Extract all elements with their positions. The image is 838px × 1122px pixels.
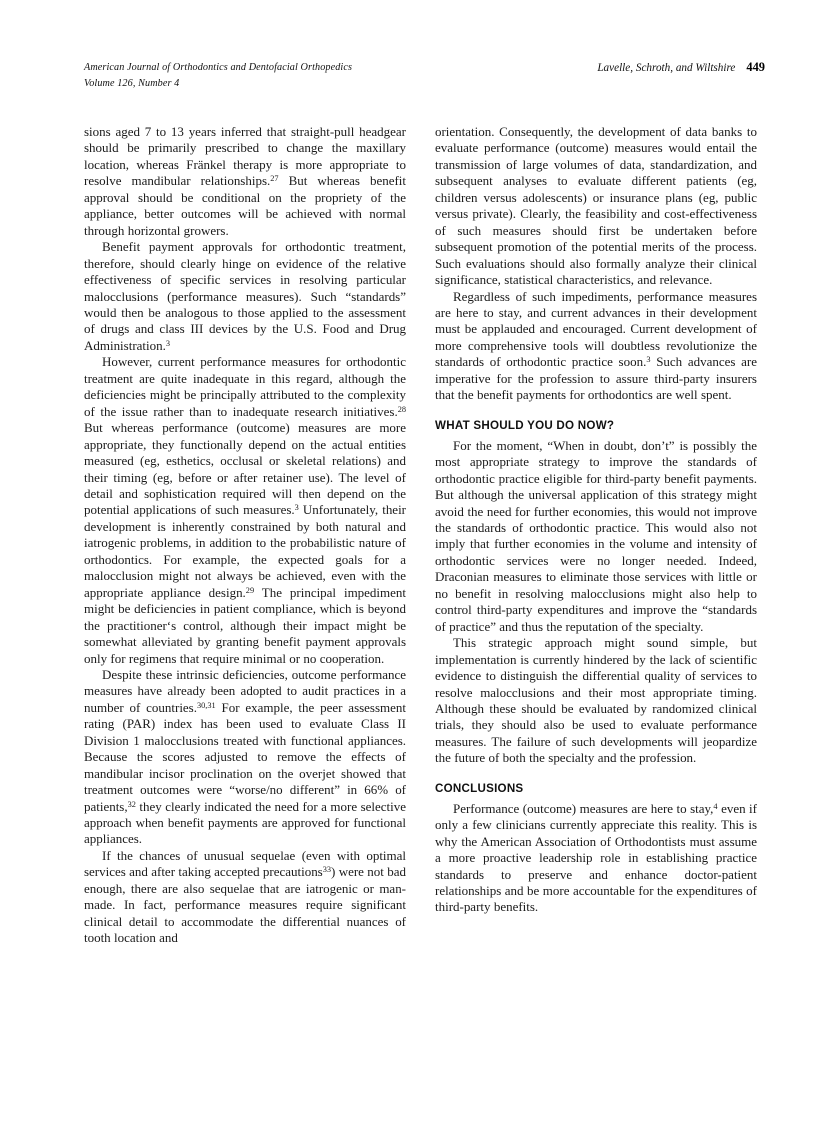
body-paragraph: sions aged 7 to 13 years inferred that straight-pull headgear should be primarily prescribed to change the maxillary location, whereas Fränkel therapy is more appropriate to resolve mandibular relationships.$^{27}$ But whereas benefit approval should be conditional on the propriety of the appliance, better outcomes will be achieved with normal through horizontal growers. (84, 124, 406, 238)
body-paragraph: However, current performance measures for orthodontic treatment are quite inadequate in this regard, although the deficiencies might be principally attributed to the complexity of the issue rather than to inadequate research initiatives.$^{28}$ But whereas performance (outcome) measures are more appropriate, they functionally depend on the actual entities measured (eg, esthetics, occlusal or skeletal relations) and their timing (eg, before or after retainer use). The level of detail and sophistication required will then depend on the potential applications of such measures.$^3$ Unfortunately, their development is inherently constrained by both natural and iatrogenic problems, in addition to the probabilistic nature of orthodontics. For example, the expected goals for a malocclusion might not always be achieved, even with the appropriate appliance design.$^{29}$ The principal impediment might be deficiencies in patient compliance, which is beyond the practitionerʻs control, although their impact might be somewhat alleviated by granting benefit payment approvals only for regimens that require minimal or no cooperation. (84, 354, 406, 666)
reference-marker: 3 (294, 503, 299, 513)
reference-marker: 27 (270, 174, 279, 184)
running-head-right (597, 60, 765, 77)
author-names: Lavelle, Schroth, and Wiltshire (597, 62, 736, 74)
running-head-left (84, 60, 352, 91)
column-left (84, 124, 406, 947)
body-paragraph: If the chances of unusual sequelae (even with optimal services and after taking accepted precautions$^{33}$) were not bad enough, there are also sequelae that are iatrogenic or man-made. In fact, performance measures require significant clinical detail to accommodate the differential nuances of tooth location and (84, 847, 406, 946)
running-head (84, 60, 765, 91)
journal-name: American Journal of Orthodontics and Dentofacial Orthopedics (84, 62, 353, 73)
body-paragraph: Despite these intrinsic deficiencies, outcome performance measures have already been adopted to audit practices in a number of countries.$^{30,31}$ For example, the peer assessment rating (PAR) index has been used to evaluate Class II Division 1 malocclusions treated with functional appliances. Because the scores adjusted to remove the effects of mandibular incisor proclination on the overjet showed that treatment outcomes were “worse/no different” in 66% of patients,$^{32}$ they clearly indicated the need for a more selective approach when benefit payments are approved for functional appliances. (84, 666, 406, 847)
reference-marker: 3 (646, 355, 651, 365)
reference-marker: 30,31 (196, 701, 216, 711)
body-columns (84, 124, 758, 947)
body-paragraph: Performance (outcome) measures are here to stay,$^4$ even if only a few clinicians currently appreciate this reality. This is why the American Association of Orthodontists must assume a more proactive leadership role in establishing practice standards to preserve and enhance doctor-patient relationships and be more accountable for the expenditures of third-party benefits. (435, 800, 757, 915)
reference-marker: 32 (127, 799, 136, 809)
reference-marker: 33 (322, 865, 332, 875)
volume-issue: Volume 126, Number 4 (84, 77, 180, 89)
page-number: 449 (746, 60, 765, 74)
reference-marker: 3 (165, 339, 170, 349)
reference-marker: 28 (397, 404, 406, 414)
column-right (435, 124, 757, 947)
body-paragraph: orientation. Consequently, the development of data banks to evaluate performance (outcome) measures would entail the transmission of large volumes of data, standardization, and subsequent analyses to evaluate different patients (eg, children versus adolescents) or insurance plans (eg, public versus private). Clearly, the feasibility and cost-effectiveness of such measures should first be undertaken before subsequent promotion of the potential merits of the process. Such evaluations should also formally analyze their clinical significance, statistical characteristics, and relevance. (435, 124, 757, 288)
body-paragraph: For the moment, “When in doubt, don’t” is possibly the most appropriate strategy to improve the standards of orthodontic practice eligible for third-party benefit payments. But although the universal application of this strategy might avoid the need for further economies, this would not improve the standards of orthodontic practice. This would also not imply that further economies in the volume and intensity of orthodontic services were no longer needed. Indeed, Draconian measures to eliminate those services with little or no benefit in resolving malocclusions might also help to control third-party expenditures and improve the “standards of practice” and thus the reputation of the specialty. (435, 437, 757, 634)
reference-marker: 4 (713, 801, 718, 811)
body-paragraph: Regardless of such impediments, performance measures are here to stay, and current advances in their development must be applauded and encouraged. Current development of more comprehensive tools will doubtless revolutionize the standards of orthodontic practice soon.$^3$ Such advances are imperative for the profession to assure third-party insurers that the benefit payments for orthodontics are well spent. (435, 288, 757, 403)
section-heading: CONCLUSIONS (435, 781, 524, 795)
body-paragraph: This strategic approach might sound simple, but implementation is currently hindered by the lack of scientific evidence to distinguish the differential quality of services to resolve malocclusions and their most appropriate timing. Although these should be evaluated by randomized clinical trials, they should also be used to evaluate performance measures. The failure of such developments will jeopardize the future of both the specialty and the profession. (435, 635, 757, 766)
reference-marker: 29 (245, 585, 255, 595)
body-paragraph: Benefit payment approvals for orthodontic treatment, therefore, should clearly hinge on evidence of the relative effectiveness of specific services in resolving particular malocclusions (performance measures). Such “standards” would then be analogous to those applied to the assessment of drugs and class III devices by the U.S. Food and Drug Administration.$^3$ (84, 239, 406, 353)
section-heading: WHAT SHOULD YOU DO NOW? (435, 418, 615, 432)
